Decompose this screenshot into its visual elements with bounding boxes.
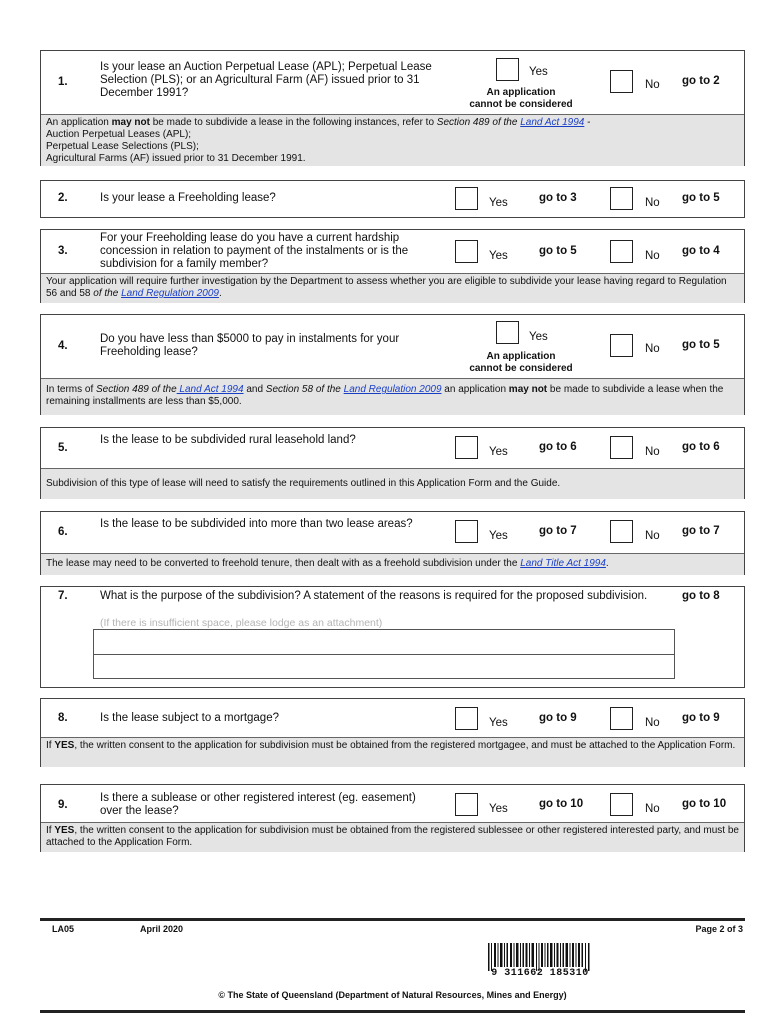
- land-regulation-link[interactable]: Land Regulation 2009: [121, 288, 219, 299]
- note-box: [41, 553, 744, 575]
- warning-line: cannot be considered: [469, 99, 573, 110]
- note-text: .: [605, 558, 609, 569]
- question-number: 9.: [58, 799, 68, 811]
- copyright: © The State of Queensland (Department of Natural Resources, Mines and Energy): [218, 990, 567, 1000]
- no-checkbox[interactable]: [610, 240, 633, 263]
- note-bold: may not: [111, 117, 150, 128]
- question-text: Do you have less than $5000 to pay in instalments for your Freeholding lease?: [100, 333, 400, 358]
- yes-goto: go to 9: [539, 712, 577, 724]
- no-checkbox[interactable]: [610, 707, 633, 730]
- no-checkbox[interactable]: [610, 793, 633, 816]
- note-box: [41, 273, 744, 303]
- no-label: No: [645, 530, 660, 542]
- barcode-number: 9 311662 185310: [491, 968, 589, 979]
- question-5-section: [40, 427, 745, 499]
- question-1-section: [40, 50, 745, 166]
- no-label: No: [645, 197, 660, 209]
- question-number: 3.: [58, 245, 68, 257]
- question-number: 2.: [58, 192, 68, 204]
- note-italic: Section 58 of the: [265, 384, 344, 395]
- question-number: 8.: [58, 712, 68, 724]
- yes-label: Yes: [489, 803, 508, 815]
- question-8-section: [40, 698, 745, 767]
- note-line: [46, 117, 739, 129]
- yes-checkbox[interactable]: [455, 436, 478, 459]
- note-bold: YES: [54, 740, 75, 751]
- note-text: In terms of: [46, 384, 97, 395]
- no-checkbox[interactable]: [610, 436, 633, 459]
- note-box: [41, 378, 744, 415]
- yes-label: Yes: [529, 331, 548, 343]
- question-6-section: [40, 511, 745, 575]
- note-italic: Section 489 of the: [436, 117, 521, 128]
- note-text: An application: [46, 117, 112, 128]
- yes-checkbox[interactable]: [455, 240, 478, 263]
- question-text: Is your lease a Freeholding lease?: [100, 192, 276, 204]
- question-text: Is your lease an Auction Perpetual Lease (APL); Perpetual Lease Selection (PLS); or an Agricultural Farm (AF) issued prior to 31 December 1991?: [100, 61, 432, 99]
- no-label: No: [645, 446, 660, 458]
- question-7-section: [40, 586, 745, 688]
- question-text: What is the purpose of the subdivision? A statement of the reasons is required for the proposed subdivision.: [100, 590, 648, 602]
- land-regulation-link[interactable]: Land Regulation 2009: [343, 384, 442, 395]
- note-text: The lease may need to be converted to freehold tenure, then dealt with as a freehold subdivision under the: [46, 558, 521, 569]
- footer-bottom-rule: [40, 1010, 745, 1013]
- note-text: -: [584, 117, 591, 128]
- no-goto: go to 2: [682, 75, 720, 87]
- yes-checkbox[interactable]: [455, 187, 478, 210]
- note-text: If: [46, 825, 55, 836]
- note-text: , the written consent to the application for subdivision must be obtained from the registered sublessee or other registered interested party, and must be attached to the Application Form.: [46, 825, 739, 848]
- note-box: [41, 468, 744, 499]
- yes-label: Yes: [489, 197, 508, 209]
- yes-checkbox[interactable]: [455, 793, 478, 816]
- yes-checkbox[interactable]: [496, 321, 519, 344]
- note-italic: of the: [93, 288, 122, 299]
- yes-label: Yes: [489, 717, 508, 729]
- note-box: [41, 114, 744, 166]
- no-checkbox[interactable]: [610, 520, 633, 543]
- attachment-hint: (If there is insufficient space, please lodge as an attachment): [100, 617, 383, 629]
- page-footer: [40, 918, 745, 1018]
- question-number: 7.: [58, 590, 68, 602]
- note-text: If: [46, 740, 55, 751]
- yes-label: Yes: [489, 250, 508, 262]
- land-title-act-link[interactable]: Land Title Act 1994: [520, 558, 606, 569]
- land-act-link[interactable]: Land Act 1994: [520, 117, 585, 128]
- no-goto: go to 10: [682, 798, 727, 810]
- question-number: 6.: [58, 526, 68, 538]
- note-text: Your application will require further investigation by the Department to assess whether you are eligible to subdivide your lease having regard to Regulation 56 and 58: [46, 276, 727, 299]
- note-italic: Section 489 of the: [96, 384, 177, 395]
- yes-label: Yes: [489, 530, 508, 542]
- note-bold: YES: [54, 825, 75, 836]
- yes-goto: go to 5: [539, 245, 577, 257]
- yes-checkbox[interactable]: [496, 58, 519, 81]
- yes-label: Yes: [489, 446, 508, 458]
- warning-text: [451, 351, 591, 375]
- question-number: 1.: [58, 76, 68, 88]
- question-number: 5.: [58, 442, 68, 454]
- question-2-section: [40, 180, 745, 218]
- no-goto: go to 5: [682, 192, 720, 204]
- note-box: [41, 822, 744, 852]
- yes-checkbox[interactable]: [455, 707, 478, 730]
- no-goto: go to 4: [682, 245, 720, 257]
- no-checkbox[interactable]: [610, 187, 633, 210]
- note-line: Agricultural Farms (AF) issued prior to 31 December 1991.: [46, 153, 306, 164]
- warning-line: An application: [486, 87, 556, 98]
- barcode-image: [488, 943, 592, 971]
- question-text: Is the lease to be subdivided into more than two lease areas?: [100, 518, 413, 530]
- question-3-section: [40, 229, 745, 303]
- note-text: be made to subdivide a lease in the following instances, refer to: [149, 117, 437, 128]
- yes-label: Yes: [529, 66, 548, 78]
- yes-goto: go to 7: [539, 525, 577, 537]
- no-goto: go to 6: [682, 441, 720, 453]
- note-text: and: [243, 384, 266, 395]
- no-goto: go to 5: [682, 339, 720, 351]
- answer-line-1[interactable]: [94, 630, 674, 655]
- warning-text: [451, 87, 591, 111]
- note-text: , the written consent to the application for subdivision must be obtained from the registered mortgagee, and must be attached to the Application Form.: [74, 740, 736, 751]
- goto: go to 8: [682, 590, 720, 602]
- no-label: No: [645, 79, 660, 91]
- page-number: Page 2 of 3: [695, 924, 743, 934]
- form-date: April 2020: [140, 924, 184, 934]
- warning-line: cannot be considered: [469, 363, 573, 374]
- question-9-section: [40, 784, 745, 852]
- note-box: [41, 737, 744, 767]
- question-text: For your Freeholding lease do you have a current hardship concession in relation to payment of the instalments or is the subdivision for a family member?: [100, 232, 409, 270]
- no-goto: go to 9: [682, 712, 720, 724]
- no-label: No: [645, 803, 660, 815]
- note-text: .: [218, 288, 222, 299]
- warning-line: An application: [486, 351, 556, 362]
- question-text: Is the lease to be subdivided rural leasehold land?: [100, 434, 356, 446]
- question-text: Is there a sublease or other registered interest (eg. easement) over the lease?: [100, 792, 416, 817]
- form-code: LA05: [52, 924, 75, 934]
- note-bold: may not: [508, 384, 548, 395]
- note-line: Perpetual Lease Selections (PLS);: [46, 141, 199, 152]
- note-line: Auction Perpetual Leases (APL);: [46, 129, 192, 140]
- yes-goto: go to 3: [539, 192, 577, 204]
- note-text: be made to subdivide a lease when the remaining installments are less than $5,000.: [46, 384, 724, 407]
- no-label: No: [645, 343, 660, 355]
- no-checkbox[interactable]: [610, 334, 633, 357]
- yes-goto: go to 6: [539, 441, 577, 453]
- land-act-link[interactable]: Land Act 1994: [176, 384, 244, 395]
- question-text: Is the lease subject to a mortgage?: [100, 712, 279, 724]
- yes-goto: go to 10: [539, 798, 584, 810]
- answer-line-2[interactable]: [94, 655, 674, 679]
- no-label: No: [645, 717, 660, 729]
- note-text: an application: [441, 384, 509, 395]
- note-text: Subdivision of this type of lease will need to satisfy the requirements outlined in this Application Form and the Guide.: [46, 478, 561, 489]
- question-number: 4.: [58, 340, 68, 352]
- no-goto: go to 7: [682, 525, 720, 537]
- purpose-answer-box[interactable]: [93, 629, 675, 679]
- question-4-section: [40, 314, 745, 415]
- yes-checkbox[interactable]: [455, 520, 478, 543]
- no-checkbox[interactable]: [610, 70, 633, 93]
- footer-rule: [40, 918, 745, 921]
- no-label: No: [645, 250, 660, 262]
